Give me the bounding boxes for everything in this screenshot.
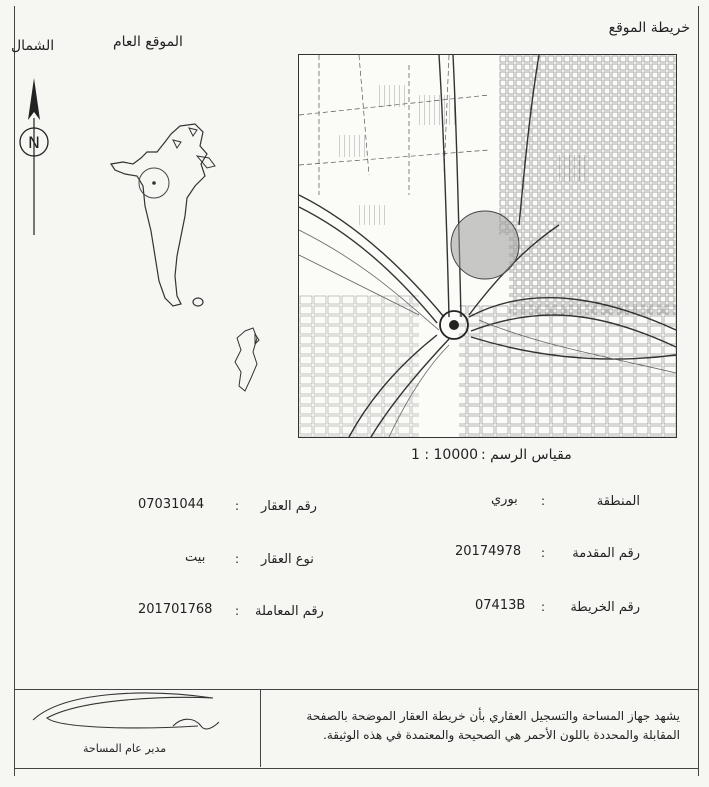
scale-value: 1 : 10000 <box>411 447 479 463</box>
property-number-label: رقم العقار <box>261 499 317 514</box>
site-map-title: خريطة الموقع <box>608 20 690 36</box>
transaction-number-value: 201701768 <box>138 602 213 617</box>
signature-image <box>23 682 243 742</box>
certification-line-1: يشهد جهاز المساحة والتسجيل العقاري بأن خريطة العقار الموضحة بالصفحة <box>306 709 680 723</box>
separator: : <box>541 600 546 614</box>
north-letter: N <box>28 133 40 152</box>
separator: : <box>235 604 240 618</box>
map-number-value: 07413B <box>475 598 526 613</box>
separator: : <box>541 494 546 508</box>
map-number-label: رقم الخريطة <box>570 600 640 615</box>
site-map-drawing <box>299 55 676 437</box>
island-overview-map <box>85 106 285 406</box>
submission-number-label: رقم المقدمة <box>572 546 640 561</box>
separator: : <box>235 552 240 566</box>
transaction-number-label: رقم المعاملة <box>255 604 324 619</box>
document-page <box>11 6 699 776</box>
separator: : <box>235 499 240 513</box>
scale-label: مقياس الرسم : <box>481 447 572 463</box>
separator: : <box>541 546 546 560</box>
signature-title: مدير عام المساحة <box>83 742 167 755</box>
site-map <box>298 54 677 438</box>
certification-line-2: المقابلة والمحددة باللون الأحمر هي الصحيحة والمعتمدة في هذه الوثيقة. <box>323 728 680 742</box>
property-type-value: بيت <box>185 550 206 565</box>
certification-text <box>306 707 680 745</box>
property-type-label: نوع العقار <box>261 552 314 567</box>
property-number-value: 07031044 <box>138 497 205 512</box>
north-arrow-icon <box>15 60 55 250</box>
area-value: بوري <box>491 492 518 507</box>
submission-number-value: 20174978 <box>455 544 522 559</box>
signature-divider <box>260 689 261 767</box>
north-label: الشمال <box>11 38 55 54</box>
area-label: المنطقة <box>596 494 640 509</box>
general-location-title: الموقع العام <box>113 34 183 50</box>
